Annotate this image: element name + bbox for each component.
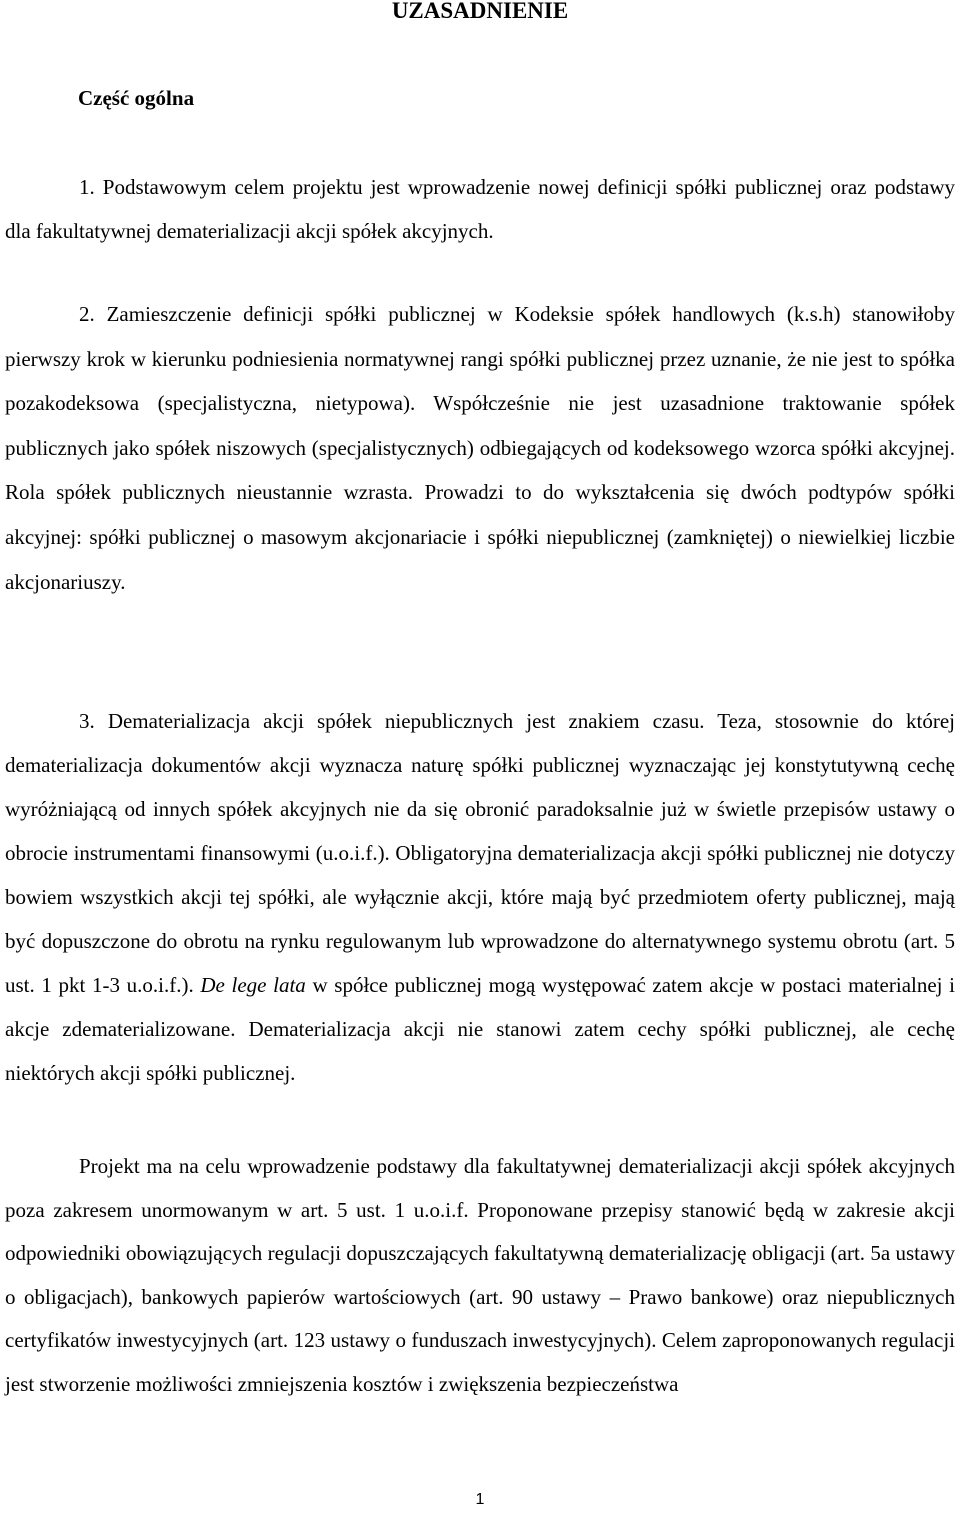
paragraph-3-text-before: 3. Dematerializacja akcji spółek niepublicznych jest znakiem czasu. Teza, stosownie do której dematerializacja dokumentów akcji wyznacza naturę spółki publicznej wyznaczając jej konstytutywną cechę wyróżniającą od innych spółek akcyjnych nie da się obronić paradoksalnie już w świetle przepisów ustawy o obrocie instrumentami finansowymi (u.o.i.f.). Obligatoryjna dematerializacja akcji spółki publicznej nie dotyczy bowiem wszystkich akcji tej spółki, ale wyłącznie akcji, które mają być przedmiotem oferty publicznej, mają być dopuszczone do obrotu na rynku regulowanym lub wprowadzone do alternatywnego systemu obrotu (art. 5 ust. 1 pkt 1-3 u.o.i.f.). — [5, 709, 955, 997]
paragraph-1: 1. Podstawowym celem projektu jest wprowadzenie nowej definicji spółki publicznej oraz podstawy dla fakultatywnej dematerializacji akcji spółek akcyjnych. — [5, 175, 955, 243]
paragraph-2: 2. Zamieszczenie definicji spółki publicznej w Kodeksie spółek handlowych (k.s.h) stanowiłoby pierwszy krok w kierunku podniesienia normatywnej rangi spółki publicznej przez uznanie, że nie jest to spółka pozakodeksowa (specjalistyczna, nietypowa). Współcześnie nie jest uzasadnione traktowanie spółek publicznych jako spółek niszowych (specjalistycznych) odbiegających od kodeksowego wzorca spółki akcyjnej. Rola spółek publicznych nieustannie wzrasta. Prowadzi to do wykształcenia się dwóch podtypów spółki akcyjnej: spółki publicznej o masowym akcjonariacie i spółki niepublicznej (zamkniętej) o niewielkiej liczbie akcjonariuszy. — [5, 302, 955, 594]
paragraph-4: Projekt ma na celu wprowadzenie podstawy dla fakultatywnej dematerializacji akcji spółek akcyjnych poza zakresem unormowanym w art. 5 ust. 1 u.o.i.f. Proponowane przepisy stanowić będą w zakresie akcji odpowiedniki obowiązujących regulacji dopuszczających fakultatywną dematerializację obligacji (art. 5a ustawy o obligacjach), bankowych papierów wartościowych (art. 90 ustawy – Prawo bankowe) oraz niepublicznych certyfikatów inwestycyjnych (art. 123 ustawy o funduszach inwestycyjnych). Celem zaproponowanych regulacji jest stworzenie możliwości zmniejszenia kosztów i zwiększenia bezpieczeństwa — [5, 1154, 955, 1396]
page-number: 1 — [475, 1491, 485, 1508]
paragraph-3 — [5, 699, 955, 1095]
section-heading: Część ogólna — [78, 86, 195, 110]
paragraph-3-text-after: w spółce publicznej mogą występować zatem akcje w postaci materialnej i akcje zdematerializowane. Dematerializacja akcji nie stanowi zatem cechy spółki publicznej, ale cechę niektórych akcji spółki publicznej. — [5, 973, 955, 1085]
paragraph-3-italic-phrase: De lege lata — [200, 973, 306, 997]
document-title: UZASADNIENIE — [391, 0, 569, 23]
